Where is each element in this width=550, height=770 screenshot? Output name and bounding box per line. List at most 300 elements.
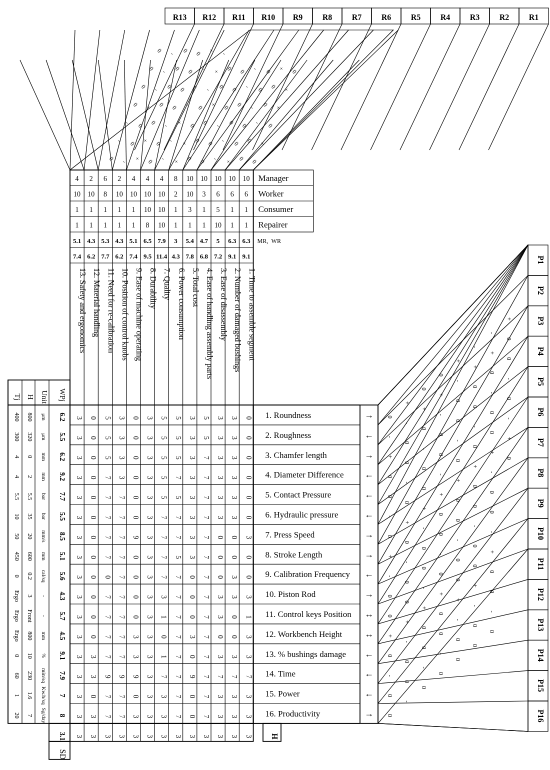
roof-top-value: 0 — [230, 87, 237, 94]
mr-value: 5 — [216, 238, 220, 245]
unit-value: mm — [40, 551, 46, 561]
relationship-value: 5 — [103, 456, 112, 460]
unit-value: - — [40, 595, 46, 597]
relationship-value: 3 — [187, 475, 196, 480]
stakeholder-weight: 4 — [159, 175, 164, 183]
wr-value: 9.1 — [242, 253, 251, 261]
roof-right-value: + — [386, 634, 392, 638]
roof-top-label: R11 — [232, 13, 246, 22]
roof-top-value: + — [191, 83, 199, 91]
roof-right-value: - — [488, 332, 494, 334]
roof-right-value: 0 — [437, 433, 443, 437]
roof-right-label: P1 — [536, 255, 545, 265]
roof-right-value: 0 — [403, 501, 409, 504]
relationship-value: 0 — [131, 416, 140, 420]
wp-value: 6.2 — [58, 452, 66, 462]
relationship-value: 7 — [117, 535, 126, 540]
relationship-value: 3 — [145, 535, 154, 540]
what-label: 5. Total cost — [190, 268, 200, 308]
relationship-value: 9 — [117, 674, 126, 679]
stakeholder-weight: 8 — [103, 190, 107, 199]
mr-value: 5.1 — [72, 238, 82, 245]
relationship-value: 3 — [187, 515, 196, 520]
roof-right-value: 0 — [403, 660, 409, 664]
roof-top-value: + — [133, 155, 141, 163]
target-value: 300 — [13, 432, 19, 442]
roof-top-value: 0 — [266, 123, 273, 130]
roof-right-value: + — [403, 401, 409, 405]
relationship-value: 3 — [75, 674, 84, 679]
roof-right-value: 0 — [437, 532, 443, 536]
right-roof-diagonal — [378, 245, 528, 465]
roof-diagonal-c — [341, 24, 401, 150]
roof-top-value: - — [183, 102, 190, 109]
relationship-value: 0 — [216, 555, 225, 559]
roof-right-value: 0 — [454, 578, 460, 582]
mr-value: 7.9 — [157, 238, 166, 245]
sd-value: 3 — [173, 734, 182, 739]
target-value: Ergo — [13, 610, 19, 622]
roof-right-value: 0 — [420, 427, 426, 431]
roof-diagonal — [70, 30, 75, 170]
roof-top-value: - — [220, 51, 227, 58]
wp-value: 8.5 — [58, 531, 66, 541]
roof-right-value: 0 — [420, 546, 426, 550]
roof-right-value: 0 — [420, 646, 426, 650]
relationship-value: 3 — [187, 555, 196, 559]
relationship-value: 7 — [103, 535, 112, 540]
relationship-value: 3 — [75, 575, 84, 579]
relationship-value: 3 — [216, 615, 225, 619]
relationship-value: 0 — [89, 575, 98, 579]
relationship-value: 0 — [89, 595, 98, 599]
roof-top-value: 0 — [196, 105, 203, 112]
relationship-value: 7 — [117, 575, 126, 579]
relationship-value: 0 — [216, 575, 225, 579]
roof-diagonal — [112, 30, 152, 170]
h-value: 7 — [26, 713, 32, 717]
relationship-value: 0 — [89, 615, 98, 619]
roof-right-label: P6 — [536, 407, 545, 417]
roof-right-label: P9 — [536, 498, 545, 508]
wr-value: 9.5 — [143, 253, 152, 261]
relationship-value: 5 — [173, 436, 182, 440]
roof-right-value: 0 — [454, 518, 460, 522]
what-label: 8. Durability — [148, 268, 158, 309]
roof-top-value: 0 — [147, 66, 154, 73]
stakeholder-label: Consumer — [258, 204, 294, 214]
roof-right-value: 0 — [420, 487, 426, 490]
roof-right-label: P14 — [536, 648, 545, 662]
relationship-value: 0 — [187, 615, 196, 619]
roof-diagonal — [123, 30, 174, 170]
h-value: Front — [26, 609, 32, 623]
relationship-value: 3 — [159, 694, 168, 699]
stakeholder-weight: 1 — [75, 206, 79, 214]
stakeholder-weight: 1 — [117, 206, 122, 214]
wr-value: 11.4 — [156, 253, 168, 261]
roof-right-value: 0 — [488, 431, 494, 434]
roof-diagonal-c — [312, 24, 372, 150]
wr-value: 7.4 — [72, 253, 82, 261]
sd-label: SD — [58, 749, 67, 760]
roof-right-value: + — [488, 351, 494, 355]
relationship-value: 3 — [230, 515, 239, 520]
stakeholder-weight: 1 — [244, 206, 248, 214]
relationship-value: 3 — [145, 515, 154, 520]
mr-value: 6.5 — [143, 238, 152, 245]
relationship-value: 0 — [89, 416, 98, 420]
relationship-value: 5 — [159, 495, 168, 500]
mr-value: 6.3 — [228, 238, 237, 245]
roof-right-value: + — [386, 554, 392, 558]
direction-arrow: ← — [364, 509, 374, 520]
stakeholder-weight: 1 — [103, 221, 107, 230]
relationship-value: 3 — [75, 595, 84, 599]
target-value: Ergo — [13, 590, 19, 602]
relationship-value: 7 — [173, 694, 182, 699]
roof-diagonal — [152, 30, 225, 170]
relationship-value: 3 — [216, 416, 225, 420]
roof-top-value: - — [123, 120, 130, 127]
relationship-value: 3 — [216, 515, 225, 520]
roof-diagonal — [211, 30, 324, 170]
relationship-value: 3 — [187, 436, 196, 440]
roof-right-value: + — [420, 407, 426, 411]
roof-top-value: 0 — [225, 66, 232, 73]
target-value: 5.5 — [13, 492, 19, 501]
unit-value: cal/sq — [40, 569, 46, 583]
roof-right-value: 0 — [437, 453, 443, 457]
roof-right-value: + — [471, 464, 477, 469]
roof-top-value: + — [175, 119, 183, 127]
roof-right-value: - — [403, 481, 409, 484]
roof-right-label: P4 — [536, 346, 545, 356]
relationship-value: 7 — [173, 714, 182, 719]
roof-top-value: + — [141, 137, 149, 145]
relationship-value: 0 — [244, 555, 253, 559]
relationship-value: 7 — [117, 515, 126, 520]
roof-top-value: 0 — [173, 66, 180, 73]
direction-arrow: → — [364, 708, 374, 719]
relationship-value: 7 — [103, 555, 112, 559]
relationship-value: 5 — [103, 436, 112, 440]
how-label: 12. Workbench Height — [265, 628, 343, 639]
roof-top-value: 0 — [155, 48, 162, 55]
roof-top-value: - — [211, 156, 218, 163]
target-value: 450 — [13, 551, 19, 561]
stakeholder-weight: 1 — [117, 221, 122, 230]
right-roof-diagonal — [378, 245, 528, 524]
relationship-value: 3 — [89, 714, 98, 719]
wp-value: 4.3 — [58, 591, 66, 601]
relationship-value: 7 — [201, 674, 210, 679]
relationship-value: 3 — [75, 655, 84, 659]
sd-value: 3 — [89, 734, 98, 739]
sd-total: 3.1 — [58, 732, 66, 741]
mr-value: 3 — [174, 238, 178, 245]
roof-top-value: 0 — [235, 102, 242, 109]
stakeholder-weight: 10 — [144, 206, 152, 214]
wr-value: 7.7 — [101, 253, 110, 261]
sd-value: 3 — [187, 734, 196, 739]
wr-value: 7.8 — [185, 253, 194, 261]
relationship-value: 7 — [103, 475, 112, 480]
roof-top-value: 0 — [198, 159, 205, 166]
wp-value: 8 — [58, 713, 66, 718]
roof-right-value: - — [403, 700, 409, 703]
wp-value: 6.2 — [58, 412, 66, 422]
relationship-value: 7 — [173, 635, 182, 639]
roof-top-value: 0 — [269, 84, 276, 91]
relationship-value: 3 — [75, 475, 84, 480]
roof-diagonal-c — [371, 24, 431, 150]
direction-arrow: ← — [364, 469, 374, 480]
stakeholder-label: Manager — [258, 173, 289, 183]
relationship-value: 3 — [187, 635, 196, 639]
roof-right-value: - — [471, 604, 477, 607]
roof-diagonal-c — [459, 24, 519, 150]
stakeholder-weight: 1 — [75, 221, 79, 230]
relationship-value: 0 — [131, 555, 140, 559]
how-label: 4. Diameter Difference — [265, 469, 344, 480]
relationship-value: 7 — [201, 615, 210, 619]
roof-top-value: - — [115, 138, 122, 145]
stakeholder-weight: 8 — [174, 175, 178, 183]
how-label: 10. Piston Rod — [265, 589, 316, 600]
relationship-value: 0 — [187, 714, 196, 719]
wp-value: 5.6 — [58, 571, 66, 581]
relationship-value: 3 — [216, 436, 225, 440]
roof-right-value: - — [488, 391, 494, 394]
mr-value: 4.7 — [199, 238, 209, 245]
stakeholder-weight: 10 — [115, 190, 123, 199]
mr-value: 5.3 — [101, 238, 110, 245]
relationship-value: 7 — [159, 555, 168, 559]
roof-right-value: 0 — [454, 399, 460, 403]
h-value: 230 — [26, 671, 32, 681]
relationship-value: 0 — [216, 535, 225, 540]
roof-right-value: - — [420, 447, 426, 450]
h-value: 0.2 — [26, 572, 32, 580]
roof-top-value: 0 — [290, 69, 297, 76]
relationship-value: 7 — [201, 535, 210, 540]
how-label: 9. Calibration Frequency — [265, 569, 351, 580]
relationship-value: 7 — [201, 555, 210, 559]
relationship-value: 3 — [216, 714, 225, 719]
unit-value: mm — [40, 452, 46, 462]
relationship-value: 7 — [201, 655, 210, 659]
roof-top-value: - — [152, 87, 159, 94]
roof-right-value: 0 — [420, 626, 426, 630]
stakeholder-weight: 4 — [75, 175, 79, 183]
direction-arrow: ← — [364, 569, 374, 580]
roof-right-label: P10 — [536, 527, 545, 541]
roof-right-value: - — [386, 435, 392, 438]
relationship-value: 7 — [201, 515, 210, 520]
relationship-value: 3 — [75, 515, 84, 520]
direction-arrow: → — [364, 549, 374, 560]
stakeholder-weight: 6 — [103, 175, 107, 183]
sd-value: 3 — [201, 734, 210, 739]
mr-value: 5.4 — [185, 238, 194, 245]
relationship-value: 5 — [173, 456, 182, 460]
relationship-value: 3 — [131, 714, 140, 719]
roof-right-value: 0 — [420, 467, 426, 471]
right-roof-diagonal — [378, 275, 528, 544]
relationship-value: 7 — [117, 615, 126, 619]
roof-right-value: 0 — [488, 490, 494, 494]
roof-top-value: - — [199, 66, 206, 73]
roof-right-value: 0 — [454, 498, 460, 502]
direction-arrow: ← — [364, 648, 374, 659]
roof-right-value: - — [403, 640, 409, 643]
roof-right-value: 0 — [471, 445, 477, 448]
roof-top-label: R8 — [322, 13, 333, 22]
unit-value: Sg/day — [40, 707, 46, 724]
roof-top-label: R1 — [528, 13, 539, 22]
roof-top-value: 0 — [227, 120, 234, 127]
roof-diagonal-b — [152, 60, 180, 170]
relationship-value: 0 — [230, 615, 239, 619]
stakeholder-weight: 1 — [202, 206, 206, 214]
relationship-value: 3 — [75, 416, 84, 420]
relationship-value: 3 — [75, 535, 84, 540]
roof-right-value: 0 — [488, 411, 494, 415]
relationship-value: 3 — [230, 595, 239, 599]
relationship-value: 3 — [216, 456, 225, 460]
relationship-value: 7 — [103, 655, 112, 659]
roof-top-label: R3 — [469, 13, 480, 22]
relationship-value: 3 — [230, 575, 239, 579]
roof-diagonal — [183, 30, 274, 170]
stakeholder-weight: 1 — [230, 221, 234, 230]
roof-right-value: + — [454, 598, 460, 602]
relationship-value: 5 — [159, 456, 168, 460]
roof-right-value: 0 — [403, 600, 409, 604]
direction-arrow: ← — [364, 429, 374, 440]
stakeholder-weight: 10 — [129, 190, 137, 199]
wr-value: 6.8 — [199, 253, 209, 261]
roof-diagonal-b — [46, 60, 84, 170]
unit-value: - — [40, 615, 46, 617]
relationship-value: 7 — [103, 615, 112, 619]
roof-right-value: 0 — [471, 405, 477, 409]
roof-right-value: 0 — [437, 572, 443, 576]
roof-top-value: 0 — [154, 141, 161, 148]
relationship-value: 3 — [75, 456, 84, 460]
stakeholder-weight: 10 — [214, 221, 222, 230]
relationship-value: 3 — [117, 416, 126, 420]
what-label: 9. Ease of machine operating — [134, 268, 144, 362]
stakeholder-weight: 1 — [244, 221, 248, 230]
roof-top-value: 0 — [240, 123, 247, 130]
what-label: 11. Need for re-calibration — [106, 268, 116, 353]
roof-right-label: P7 — [536, 437, 545, 447]
relationship-value: 7 — [201, 495, 210, 500]
target-value: 20 — [13, 712, 19, 719]
wp-value: 7.7 — [58, 492, 66, 501]
relationship-value: 3 — [131, 655, 140, 659]
roof-right-value: - — [420, 666, 426, 669]
what-label: 12. Material handling — [92, 268, 102, 338]
roof-right-value: - — [488, 610, 494, 613]
right-roof-line — [378, 640, 528, 664]
roof-top-value: + — [258, 140, 266, 148]
relationship-value: 7 — [201, 595, 210, 599]
relationship-value: 0 — [131, 615, 140, 619]
right-roof-diagonal — [378, 245, 528, 505]
sd-value: 3 — [131, 734, 140, 739]
target-value: 4 — [13, 455, 19, 459]
relationship-value: 7 — [173, 535, 182, 540]
how-label: 3. Chamfer length — [265, 449, 327, 460]
roof-right-label: P3 — [536, 316, 545, 326]
roof-diagonal-b — [141, 60, 151, 170]
target-value: 1 — [13, 694, 19, 698]
relationship-value: 0 — [89, 475, 98, 480]
direction-arrow: → — [364, 529, 374, 540]
relationship-value: 7 — [117, 595, 126, 599]
roof-right-value: 0 — [386, 614, 392, 618]
wp-value: 5.1 — [58, 551, 66, 561]
roof-top-value: 0 — [193, 138, 200, 145]
relationship-value: 3 — [75, 694, 84, 699]
how-label: 14. Time — [265, 668, 296, 679]
relationship-value: 3 — [216, 475, 225, 480]
relationship-value: 3 — [244, 694, 253, 699]
roof-top-value: + — [282, 86, 290, 94]
roof-right-value: - — [454, 539, 460, 542]
roof-right-value: - — [420, 587, 426, 589]
relationship-value: 3 — [145, 456, 154, 460]
relationship-value: 7 — [173, 615, 182, 619]
roof-diagonal-b — [222, 60, 307, 170]
unit-value: min/sq — [40, 668, 46, 684]
relationship-value: 0 — [131, 575, 140, 579]
relationship-value: 3 — [75, 436, 84, 440]
wr-header: WR — [271, 239, 281, 245]
roof-right-value: - — [471, 525, 477, 528]
stakeholder-weight: 6 — [244, 190, 248, 199]
relationship-value: 7 — [216, 674, 225, 679]
relationship-value: 3 — [145, 655, 154, 659]
roof-right-value: 0 — [454, 658, 460, 661]
relationship-value: 7 — [103, 714, 112, 719]
relationship-value: 0 — [244, 436, 253, 440]
how-label: 2. Roughness — [265, 429, 312, 440]
roof-top-label: R9 — [292, 13, 303, 22]
relationship-value: 0 — [89, 515, 98, 520]
roof-right-value: 0 — [437, 512, 443, 516]
stakeholder-weight: 1 — [131, 221, 136, 230]
what-label: 13. Safety and ergonomics — [78, 268, 88, 354]
right-roof-line — [378, 671, 528, 684]
roof-right-value: + — [505, 317, 511, 321]
roof-right-value: - — [437, 473, 443, 476]
roof-right-value: - — [437, 413, 443, 416]
relationship-value: 0 — [131, 694, 140, 699]
relationship-value: 3 — [145, 635, 154, 639]
relationship-value: 5 — [201, 436, 210, 440]
roof-right-label: P15 — [536, 679, 545, 693]
relationship-value: 3 — [244, 635, 253, 639]
relationship-value: 3 — [230, 456, 239, 460]
relationship-value: 7 — [103, 635, 112, 639]
relationship-value: 0 — [244, 515, 253, 520]
roof-right-label: P8 — [536, 468, 545, 478]
relationship-value: 0 — [216, 635, 225, 639]
